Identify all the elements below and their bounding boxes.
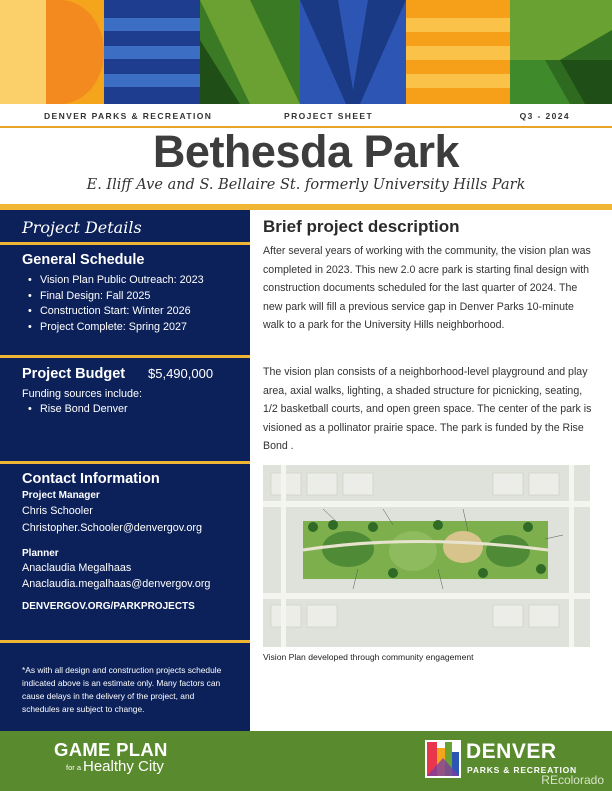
page-title: Bethesda Park	[152, 126, 460, 177]
manager-label: Project Manager	[22, 490, 100, 501]
meta-row	[0, 104, 612, 126]
denver-banner-art	[0, 0, 612, 104]
budget-heading: Project Budget	[22, 366, 126, 382]
org-label: DENVER PARKS & RECREATION	[44, 111, 213, 121]
schedule-footnote: *As with all design and construction projects schedule indicated above is an estimate only. Many factors can cause delays in the delivery of the project, and schedules are subject to change.	[22, 665, 222, 714]
watermark-text: REcolorado	[541, 773, 604, 787]
sidebar-divider	[0, 355, 250, 358]
description-paragraph: The vision plan consists of a neighborhood-level playground and play area, axial walks, lighting, a shaded structure for picnicking, seating, 1/2 basketball courts, and open green space. The center of the park is visioned as a pollinator prairie space. The park is funded by the Rise Bond .	[263, 366, 592, 452]
footnote-section	[0, 664, 250, 716]
manager-name: Chris Schooler	[22, 505, 93, 517]
game-plan-logo-title: GAME PLAN	[54, 739, 168, 760]
budget-section	[0, 365, 250, 418]
list-item: • Vision Plan Public Outreach: 2023	[22, 273, 250, 289]
planner-email[interactable]: Anaclaudia.megalhaas@denvergov.org	[22, 578, 211, 590]
plan-caption: Vision Plan developed through community engagement	[263, 652, 474, 662]
contact-heading: Contact Information	[22, 471, 160, 487]
sidebar-divider	[0, 640, 250, 643]
sidebar-divider	[0, 461, 250, 464]
denver-logo-icon	[425, 740, 461, 778]
description-heading: Brief project description	[263, 217, 460, 236]
list-item: • Project Complete: Spring 2027	[22, 320, 250, 336]
budget-amount: $5,490,000	[148, 366, 214, 381]
contact-section	[0, 471, 250, 612]
list-item: • Rise Bond Denver	[22, 402, 250, 418]
game-plan-logo-subtitle: Healthy City	[83, 758, 164, 775]
list-item: • Final Design: Fall 2025	[22, 289, 250, 305]
manager-email[interactable]: Christopher.Schooler@denvergov.org	[22, 522, 203, 534]
sidebar-divider	[0, 242, 250, 245]
doc-type-label: PROJECT SHEET	[284, 111, 374, 121]
project-details-sidebar	[0, 210, 250, 731]
funding-list	[22, 402, 250, 418]
denver-logo-subtitle: PARKS & RECREATION	[467, 765, 577, 775]
page-footer	[0, 731, 612, 791]
description-paragraph: After several years of working with the community, the vision plan was completed in 2023. This new 2.0 acre park is starting final design with construction documents scheduled for the last quarter of 2024. The new park will fill a previous service gap in Denver Parks 10-minute walk to a park for the University Hills neighborhood.	[263, 245, 591, 331]
list-item: • Construction Start: Winter 2026	[22, 304, 250, 320]
game-plan-logo-for: for a	[66, 763, 82, 772]
vision-plan-drawing	[263, 465, 590, 647]
period-label: Q3 - 2024	[519, 111, 570, 121]
schedule-heading: General Schedule	[22, 252, 145, 268]
project-details-title: Project Details	[22, 218, 142, 237]
vision-plan-image	[263, 465, 590, 647]
planner-name: Anaclaudia Megalhaas	[22, 562, 132, 574]
schedule-section	[0, 252, 250, 335]
website-link[interactable]: DENVERGOV.ORG/PARKPROJECTS	[22, 601, 195, 612]
planner-label: Planner	[22, 548, 59, 559]
schedule-list	[22, 273, 250, 335]
page-subtitle: E. Iliff Ave and S. Bellaire St. formerly University Hills Park	[86, 177, 526, 193]
funding-label: Funding sources include:	[22, 388, 143, 400]
denver-banner	[0, 0, 612, 104]
denver-logo-name: DENVER	[466, 740, 557, 763]
